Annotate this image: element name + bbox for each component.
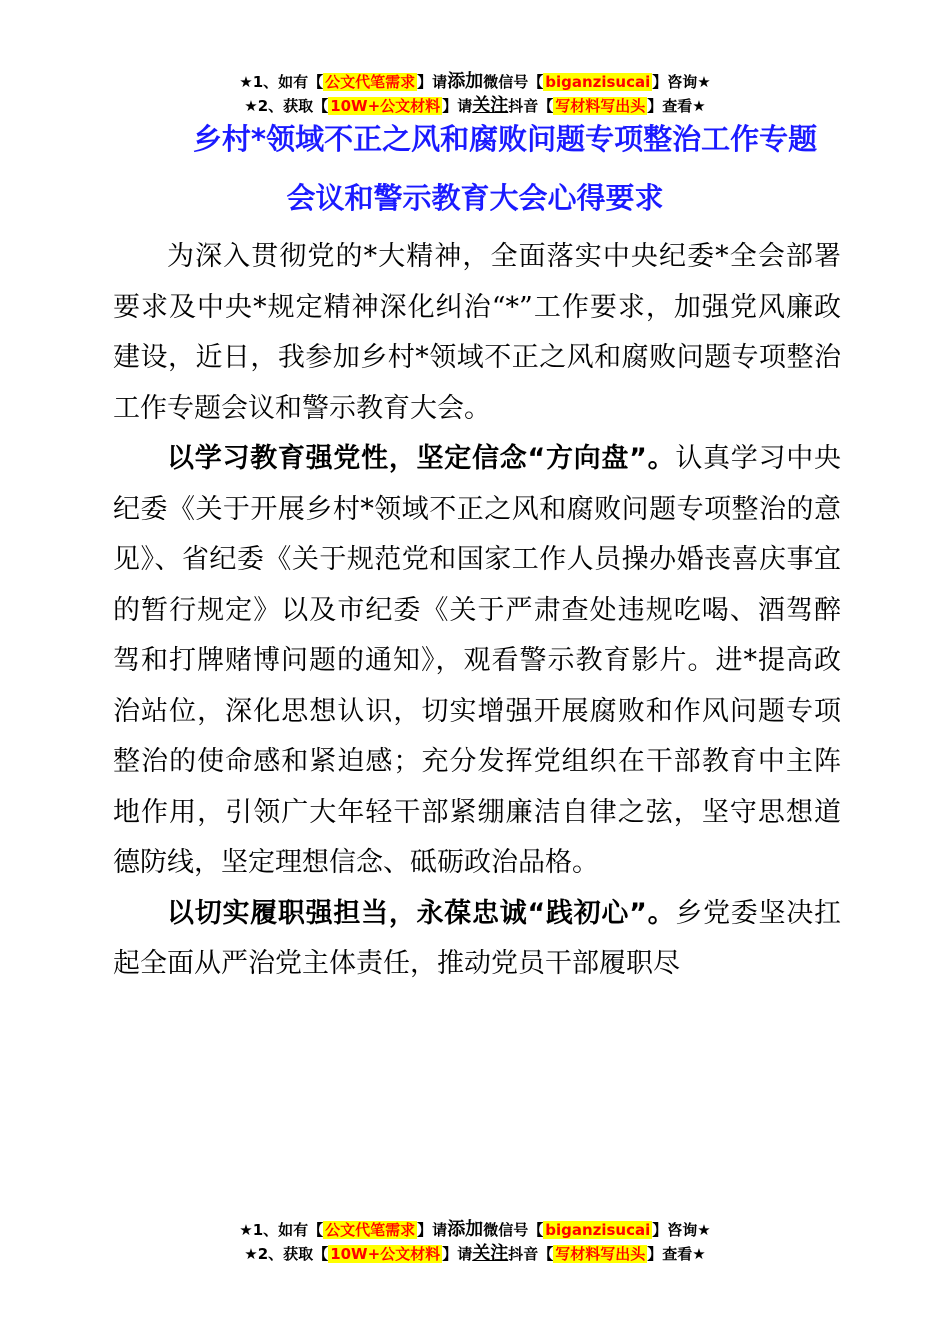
banner-text: ★1、如有【 <box>239 1221 324 1239</box>
banner-text: 】查看★ <box>647 1245 706 1263</box>
section-1-paragraph <box>113 434 841 889</box>
banner-text: 】咨询★ <box>652 1221 711 1239</box>
footer-banner <box>0 1218 950 1266</box>
banner-text: 微信号【 <box>483 73 544 91</box>
wechat-id-tag: biganzisucai <box>545 73 651 91</box>
section-2-heading: 以切实履职强担当，永葆忠诚“践初心”。 <box>167 897 676 929</box>
section-1-text: 认真学习中央纪委《关于开展乡村*领域不正之风和腐败问题专项整治的意见》、省纪委《关于规范党和国家工作人员操办婚丧喜庆事宜的暂行规定》以及市纪委《关于严肃查处违规吃喝、酒驾醉驾和打牌赌博问题的通知》，观看警示教育影片。进*提高政治站位，深化思想认识，切实增强开展腐败和作风问题专项整治的使命感和紧迫感；充分发挥党组织在干部教育中主阵地作用，引领广大年轻干部紧绷廉洁自律之弦，坚守思想道德防线，坚定理想信念、砥砺政治品格。 <box>113 443 841 878</box>
document-body <box>113 232 841 990</box>
banner-text: ★1、如有【 <box>239 73 324 91</box>
banner-emphasis: 添加 <box>447 71 484 92</box>
header-banner-line-1 <box>0 70 950 94</box>
banner-text: 抖音【 <box>508 97 554 115</box>
intro-paragraph: 为深入贯彻党的*大精神，全面落实中央纪委*全会部署要求及中央*规定精神深化纠治“*”工作要求，加强党风廉政建设，近日，我参加乡村*领域不正之风和腐败问题专项整治工作专题会议和警示教育大会。 <box>113 241 841 424</box>
footer-banner-line-2 <box>0 1242 950 1266</box>
document-title-line-2: 会议和警示教育大会心得要求 <box>286 181 664 215</box>
highlight-tag: 10W+公文材料 <box>330 97 441 115</box>
footer-banner-line-1 <box>0 1218 950 1242</box>
section-2-paragraph <box>113 889 841 990</box>
banner-text: 微信号【 <box>483 1221 544 1239</box>
banner-text: 】查看★ <box>647 97 706 115</box>
banner-text: 】请 <box>417 73 448 91</box>
wechat-id-tag: biganzisucai <box>545 1221 651 1239</box>
banner-text: ★2、获取【 <box>244 1245 329 1263</box>
douyin-id-tag: 写材料写出头 <box>555 1245 646 1263</box>
douyin-id-tag: 写材料写出头 <box>555 97 646 115</box>
banner-emphasis: 关注 <box>472 95 509 116</box>
banner-text: 】咨询★ <box>652 73 711 91</box>
section-1-heading: 以学习教育强党性，坚定信念“方向盘”。 <box>167 443 676 474</box>
banner-emphasis: 关注 <box>472 1243 509 1264</box>
document-title-line-1: 乡村*领域不正之风和腐败问题专项整治工作专题 <box>192 122 818 156</box>
highlight-tag: 公文代笔需求 <box>325 1221 416 1239</box>
header-banner <box>0 70 950 118</box>
section-2-text: 乡党委坚决扛起全面从严治党主体责任，推动党员干部履职尽 <box>113 897 841 979</box>
banner-text: ★2、获取【 <box>244 97 329 115</box>
banner-text: 】请 <box>442 1245 473 1263</box>
banner-text: 抖音【 <box>508 1245 554 1263</box>
banner-text: 】请 <box>442 97 473 115</box>
banner-text: 】请 <box>417 1221 448 1239</box>
banner-emphasis: 添加 <box>447 1219 484 1240</box>
highlight-tag: 10W+公文材料 <box>330 1245 441 1263</box>
highlight-tag: 公文代笔需求 <box>325 73 416 91</box>
